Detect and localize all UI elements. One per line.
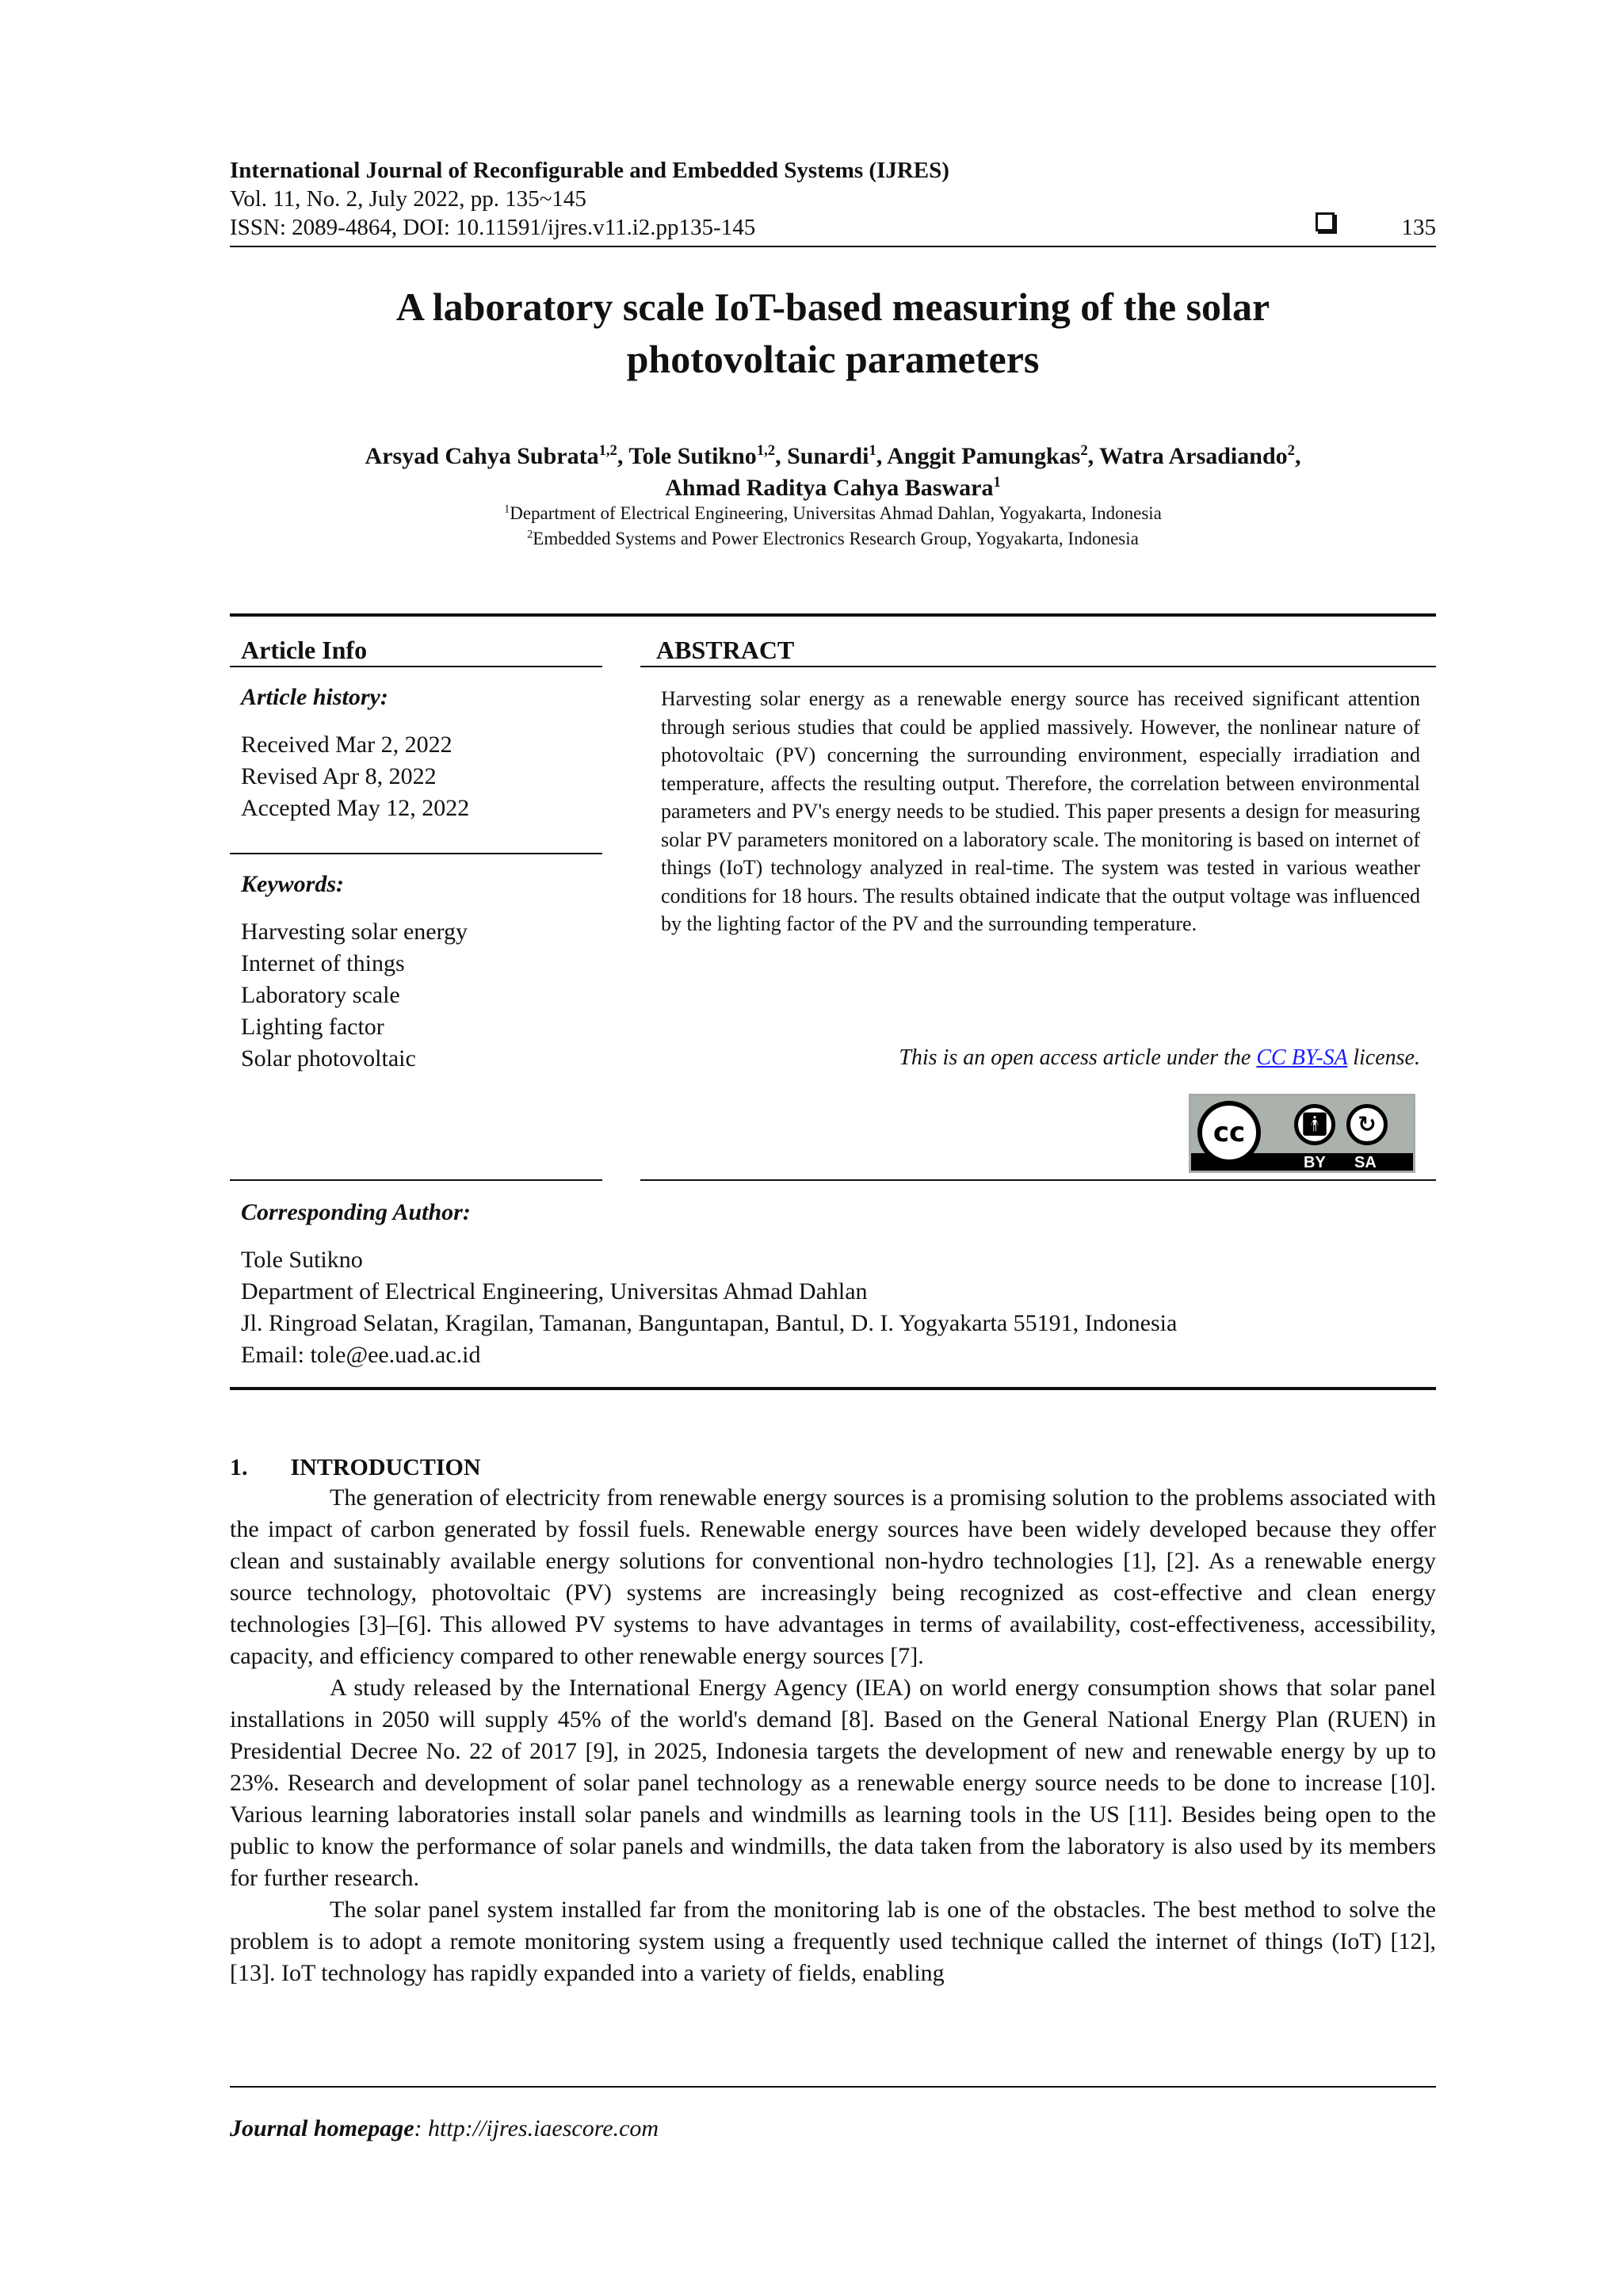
title-line-1: A laboratory scale IoT-based measuring of the solar (395, 285, 1270, 329)
author-name: Watra Arsadiando (1099, 443, 1288, 469)
introduction-body (230, 1482, 1436, 1989)
footer-rule (230, 2086, 1436, 2088)
corresponding-author-details (241, 1244, 1177, 1371)
author-name: Ahmad Raditya Cahya Baswara (665, 475, 994, 501)
author-affiliation-mark: 1,2 (756, 442, 776, 459)
affiliation-2: $^2$Embedded Systems and Power Electronics Research Group, Yogyakarta, Indonesia (527, 528, 1139, 548)
keyword: Solar photovoltaic (241, 1045, 416, 1072)
cc-by-sa-link[interactable]: CC BY-SA (1256, 1045, 1348, 1070)
keywords-rule (230, 1179, 602, 1181)
author-name: Arsyad Cahya Subrata (365, 443, 599, 469)
info-box-top-rule (230, 613, 1436, 617)
author-affiliation-mark: 2 (1080, 442, 1088, 459)
journal-name: International Journal of Reconfigurable and Embedded Systems (IJRES) (230, 158, 949, 183)
accepted-date: Accepted May 12, 2022 (241, 795, 470, 821)
received-date: Received Mar 2, 2022 (241, 732, 453, 758)
journal-homepage (230, 2115, 659, 2143)
author-affiliation-mark: 1 (993, 474, 1001, 491)
author-affiliation-mark: 1 (869, 442, 876, 459)
badge-sa-label: SA (1354, 1154, 1377, 1171)
page-number: 135 (1401, 215, 1436, 240)
share-alike-icon: ↻ (1346, 1104, 1388, 1145)
cc-by-sa-badge[interactable] (1189, 1094, 1415, 1173)
corresponding-author-email: Email: tole@ee.uad.ac.id (241, 1342, 481, 1368)
square-bullet-icon (1316, 212, 1335, 231)
abstract-heading: ABSTRACT (656, 636, 795, 664)
corresponding-author-address: Jl. Ringroad Selatan, Kragilan, Tamanan, Banguntapan, Bantul, D. I. Yogyakarta 55191, Indonesia (241, 1310, 1178, 1336)
article-history-label: Article history: (241, 684, 388, 710)
author-list: Arsyad Cahya Subrata$^{1,2}$, Tole Sutikno$^{1,2}$, Sunardi$^1$, Anggit Pamungkas$^2$, Watra Arsadiando$^2$, Ahmad Raditya Cahya Baswara$^1$ (365, 442, 1301, 501)
author-affiliation-mark: 1,2 (598, 442, 617, 459)
paragraph: The solar panel system installed far from the monitoring lab is one of the obstacles. The best method to solve the problem is to adopt a remote monitoring system using a frequently used technique called the internet of things (IoT) [12], [13]. IoT technology has rapidly expanded into a variety of fields, enabling (230, 1897, 1436, 1986)
revised-date: Revised Apr 8, 2022 (241, 763, 437, 789)
history-rule (230, 853, 602, 854)
badge-by-label: BY (1304, 1154, 1326, 1171)
attribution-icon: 🚹︎ (1294, 1104, 1335, 1145)
introduction-heading (230, 1454, 481, 1482)
title-line-2: photovoltaic parameters (626, 337, 1040, 381)
open-access-note: This is an open access article under the CC BY-SA license. (899, 1045, 1420, 1070)
affiliation-1: $^1$Department of Electrical Engineering, Universitas Ahmad Dahlan, Yogyakarta, Indonesia (504, 502, 1162, 523)
paper-title (230, 281, 1436, 385)
journal-issn-doi: ISSN: 2089-4864, DOI: 10.11591/ijres.v11.i2.pp135-145 (230, 215, 756, 240)
author-name: Anggit Pamungkas (887, 443, 1081, 469)
corresponding-author-department: Department of Electrical Engineering, Universitas Ahmad Dahlan (241, 1278, 868, 1305)
homepage-url[interactable]: : http://ijres.iaescore.com (414, 2115, 659, 2141)
info-box-bottom-rule (230, 1387, 1436, 1390)
keyword: Lighting factor (241, 1014, 384, 1040)
keyword: Harvesting solar energy (241, 919, 468, 945)
paragraph: A study released by the International Energy Agency (IEA) on world energy consumption shows that solar panel installations in 2050 will supply 45% of the world's demand [8]. Based on the General National Energy Plan (RUEN) in Presidential Decree No. 22 of 2017 [9], in 2025, Indonesia targets the development of new and renewable energy by up to 23%. Research and development of solar panel technology as a renewable energy source needs to be done to increase [10]. Various learning laboratories install solar panels and windmills as learning tools in the US [11]. Besides being open to the public to know the performance of solar panels and windmills, the data taken from the laboratory is also used by its members for further research. (230, 1675, 1436, 1891)
header-rule (230, 246, 1436, 247)
homepage-label: Journal homepage (230, 2115, 414, 2141)
abstract-rule (640, 666, 1436, 667)
abstract-bottom-rule (640, 1179, 1436, 1181)
keywords-list (241, 916, 468, 1075)
abstract-text: Harvesting solar energy as a renewable energy source has received significant attention through serious studies that could be applied massively. However, the nonlinear nature of photovoltaic (PV) concerning the surrounding environment, especially irradiation and temperature, affects the resulting output. Therefore, the correlation between environmental parameters and PV's energy needs to be studied. This paper presents a design for measuring solar PV parameters monitored on a laboratory scale. The monitoring is based on internet of things (IoT) technology analyzed in real-time. The system was tested in various weather conditions for 18 hours. The results obtained indicate that the output voltage was influenced by the lighting factor of the PV and the surrounding temperature. (661, 687, 1420, 935)
article-info-rule (230, 666, 602, 667)
cc-icon: cc (1197, 1101, 1261, 1164)
keyword: Laboratory scale (241, 982, 400, 1008)
paragraph: The generation of electricity from renewable energy sources is a promising solution to the problems associated with the impact of carbon generated by fossil fuels. Renewable energy sources have been widely developed because they offer clean and sustainably available energy solutions for conventional non-hydro technologies [1], [2]. As a renewable energy source technology, photovoltaic (PV) systems are increasingly being recognized as cost-effective and clean energy technologies [3]–[6]. This allowed PV systems to have advantages in terms of availability, cost-effectiveness, accessibility, capacity, and efficiency compared to other renewable energy sources [7]. (230, 1484, 1436, 1669)
author-name: Sunardi (787, 443, 869, 469)
section-number: 1. (230, 1454, 248, 1480)
keyword: Internet of things (241, 950, 405, 976)
journal-volume: Vol. 11, No. 2, July 2022, pp. 135~145 (230, 186, 586, 212)
corresponding-author-name: Tole Sutikno (241, 1247, 363, 1273)
corresponding-author-label: Corresponding Author: (241, 1199, 471, 1225)
article-info-heading: Article Info (241, 636, 368, 664)
author-name: Tole Sutikno (628, 443, 757, 469)
author-affiliation-mark: 2 (1287, 442, 1295, 459)
article-history (241, 729, 469, 824)
keywords-label: Keywords: (241, 871, 344, 897)
section-title: INTRODUCTION (290, 1454, 481, 1480)
